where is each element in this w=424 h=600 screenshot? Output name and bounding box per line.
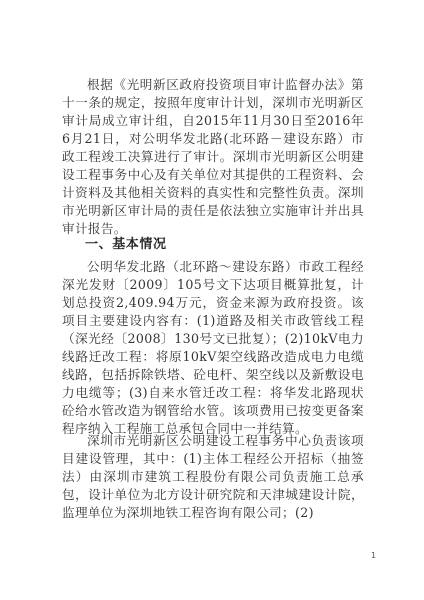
management-paragraph: 深圳市光明新区公明建设工程事务中心负责该项目建设管理，其中：(1)主体工程经公开招标（抽签法）由深圳市建筑工程股份有限公司负责施工总承包，设计单位为北方设计研究院和天津城建设计院，监理单位为深圳地铁工程咨询有限公司；(2) xyxy=(62,433,364,520)
intro-paragraph: 根据《光明新区政府投资项目审计监督办法》第十一条的规定，按照年度审计计划，深圳市光明新区审计局成立审计组，自2015年11月30日至2016年6月21日，对公明华发北路(北环路－建设东路）市政工程竣工决算进行了审计。深圳市光明新区公明建设工程事务中心及有关单位对其提供的工程资料、会计资料及其他相关资料的真实性和完整性负责。深圳市光明新区审计局的责任是依法独立实施审计并出具审计报告。 xyxy=(62,77,364,236)
page-number: 1 xyxy=(371,551,377,560)
basic-info-paragraph: 公明华发北路（北环路～建设东路）市政工程经深光发财〔2009〕105号文下达项目概算批复，计划总投资2,409.94万元，资金来源为政府投资。该项目主要建设内容有：(1)道路及相关市政管线工程（深光经〔2008〕130号文已批复）；(2)10kV电力线路迁改工程：将原10kV架空线路改造成电力电缆线路，包括拆除铁塔、砼电杆、架空线以及新敷设电力电缆等；(3)自来水管迁改工程：将华发北路现状砼给水管改造为钢管给水管。该项费用已按变更备案程序纳入工程施工总承包合同中一并结算。 xyxy=(62,259,364,436)
section-heading: 一、基本情况 xyxy=(85,237,167,252)
